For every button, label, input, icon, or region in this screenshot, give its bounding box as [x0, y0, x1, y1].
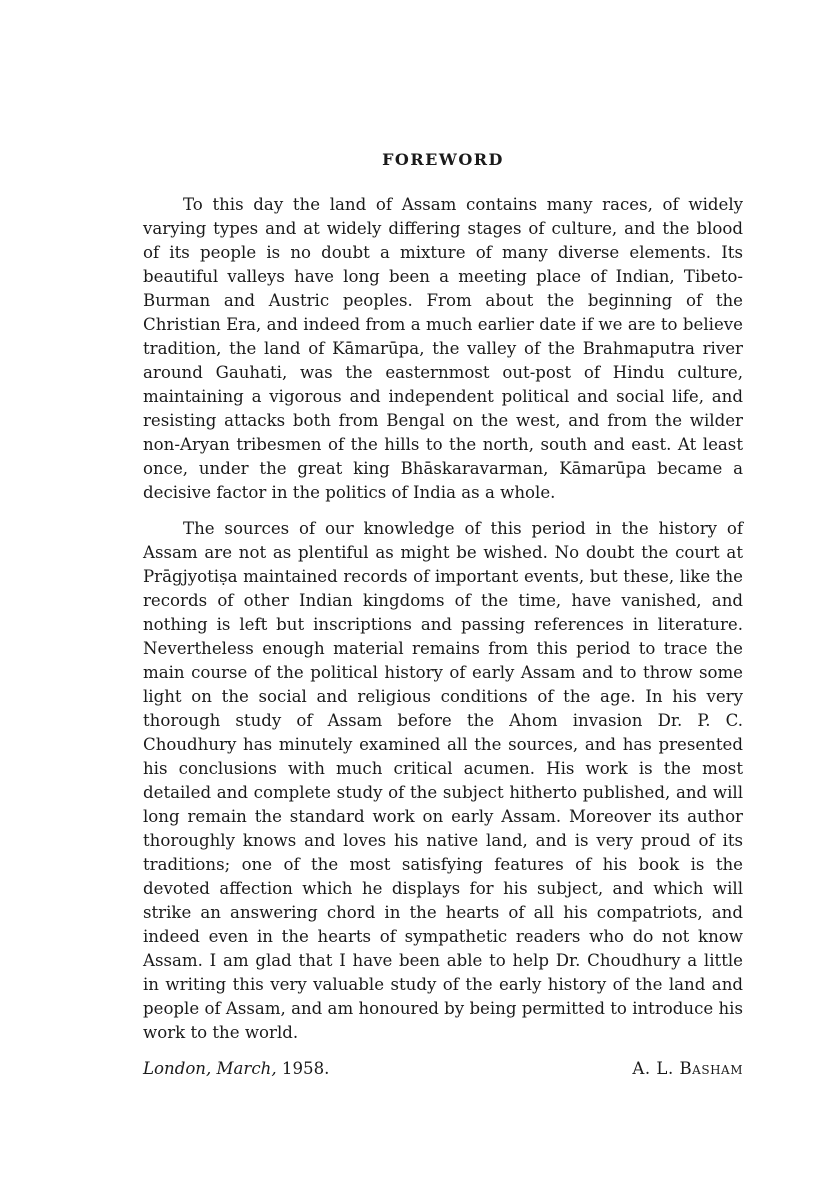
- foreword-paragraph-2: The sources of our knowledge of this period in the history of Assam are not as plentiful as might be wished. No doubt the court at Prāgjyotiṣa maintained records of important events, but these, like the records of other Indian kingdoms of the time, have vanished, and nothing is left but inscriptions and passing references in literature. Nevertheless enough material remains from this period to trace the main course of the political history of early Assam and to throw some light on the social and religious conditions of the age. In his very thorough study of Assam before the Ahom invasion Dr. P. C. Choudhury has minutely examined all the sources, and has presented his conclusions with much critical acumen. His work is the most detailed and complete study of the subject hitherto published, and will long remain the standard work on early Assam. Moreover its author thoroughly knows and loves his native land, and is very proud of its traditions; one of the most satisfying features of his book is the devoted affection which he displays for his subject, and which will strike an answering chord in the hearts of all his compatriots, and indeed even in the hearts of sympathetic readers who do not know Assam. I am glad that I have been able to help Dr. Choudhury a little in writing this very valuable study of the early history of the land and people of Assam, and am honoured by being permitted to introduce his work to the world.: [143, 519, 743, 1042]
- page-title: FOREWORD: [382, 150, 504, 169]
- place: London, March,: [143, 1059, 277, 1078]
- foreword-page: [143, 150, 743, 1081]
- signoff: [143, 1057, 743, 1081]
- author-signature: A. L. Basham: [632, 1059, 743, 1078]
- year: 1958.: [281, 1059, 330, 1078]
- place-date: [143, 1057, 329, 1081]
- foreword-paragraph-1: To this day the land of Assam contains many races, of widely varying types and at widely differing stages of culture, and the blood of its people is no doubt a mixture of many diverse elements. Its beautiful valleys have long been a meeting place of Indian, Tibeto-Burman and Austric peoples. From about the beginning of the Christian Era, and indeed from a much earlier date if we are to believe tradition, the land of Kāmarūpa, the valley of the Brahmaputra river around Gauhati, was the easternmost out-post of Hindu culture, maintaining a vigorous and independent political and social life, and resisting attacks both from Bengal on the west, and from the wilder non-Aryan tribesmen of the hills to the north, south and east. At least once, under the great king Bhāskaravarman, Kāmarūpa became a decisive factor in the politics of India as a whole.: [143, 195, 743, 502]
